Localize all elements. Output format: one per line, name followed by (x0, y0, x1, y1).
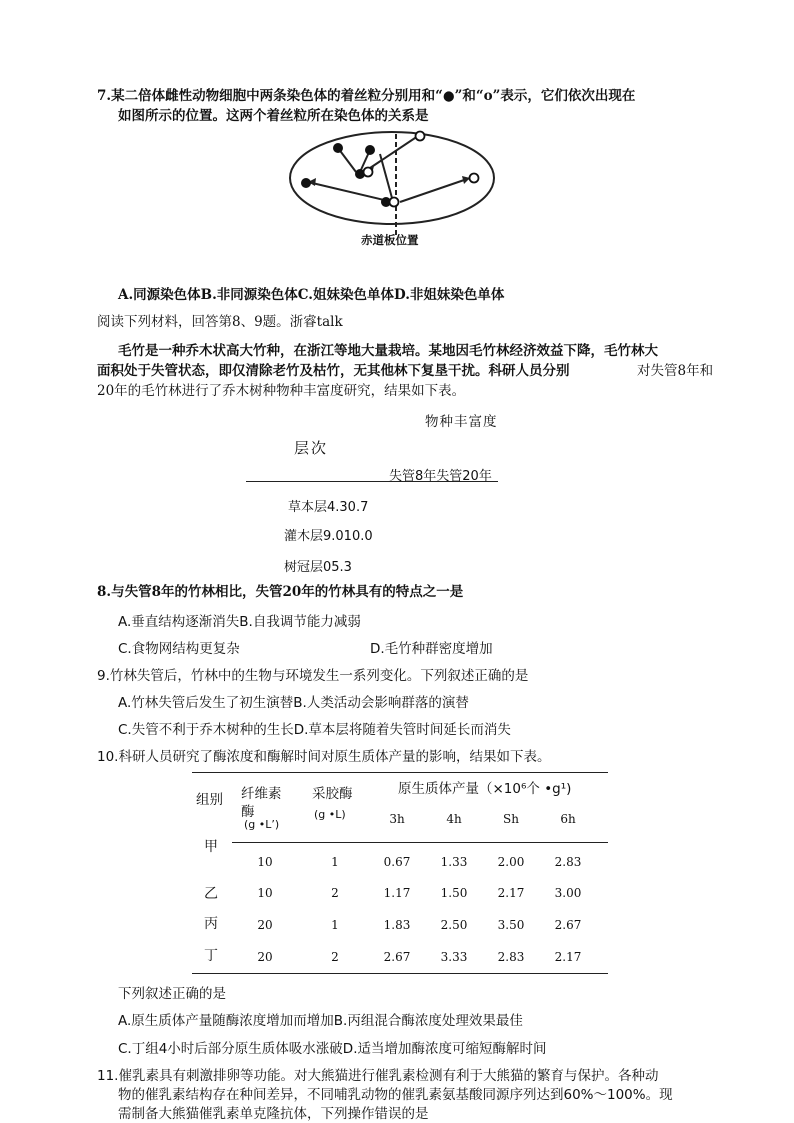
reading-para-line2b: 对失管8年和 (637, 363, 714, 379)
col-pectinase-header: 采胶酶 (312, 786, 353, 802)
hollow-centromere (364, 168, 373, 177)
filled-centromere (301, 178, 311, 188)
hollow-centromere (390, 198, 399, 207)
q8-option-c: C.食物网结构更复杂 (118, 641, 240, 657)
table-row-group: 甲 (204, 839, 218, 855)
table-cell: 3.33 (440, 950, 468, 964)
q9-options-ab: A.竹林失管后发生了初生演替B.人类活动会影响群落的演替 (118, 695, 469, 711)
reading-para-line3: 20年的毛竹林进行了乔木树种物种丰富度研究，结果如下表。 (97, 383, 466, 399)
richness-row: 草本层4.30.7 (288, 500, 369, 515)
table-cell: 20 (257, 950, 273, 964)
table-cell: 3.50 (497, 918, 525, 932)
col-cellulase-unit: (g •L’) (244, 818, 280, 831)
q11-line3: 需制备大熊猫催乳素单克隆抗体，下列操作错误的是 (118, 1106, 429, 1122)
q11-line2: 物的催乳素结构存在种间差异，不同哺乳动物的催乳素氨基酸同源序列达到60%～100%。现 (118, 1087, 673, 1103)
table-header-rule (232, 842, 608, 843)
table-bottom-rule (192, 973, 608, 974)
hollow-centromere (416, 132, 425, 141)
reading-para-line2a: 面积处于失管状态，即仅清除老竹及枯竹，无其他林下复垦干扰。科研人员分别 (97, 363, 570, 379)
time-header: 6h (560, 812, 576, 826)
q10-after: 下列叙述正确的是 (118, 986, 226, 1002)
reading-para-line1: 毛竹是一种乔木状高大竹种，在浙江等地大量栽培。某地因毛竹林经济效益下降，毛竹林大 (118, 343, 658, 359)
q9-stem: 9.竹林失管后，竹林中的生物与环境发生一系列变化。下列叙述正确的是 (97, 668, 529, 684)
col-yield-header: 原生质体产量（×10⁶个 •g¹) (398, 781, 572, 797)
table-cell: 1 (331, 855, 339, 869)
q8-options-ab: A.垂直结构逐渐消失B.自我调节能力减弱 (118, 614, 361, 630)
q9-options-cd: C.失管不利于乔木树种的生长D.草本层将随着失管时间延长而消失 (118, 722, 511, 738)
richness-header-top: 物种丰富度 (425, 414, 498, 430)
col-cellulase-header-2: 酶 (241, 804, 255, 820)
richness-row: 灌木层9.010.0 (284, 529, 373, 544)
col-pectinase-unit: (g •L) (314, 808, 346, 821)
hollow-centromere (470, 174, 479, 183)
reading-intro: 阅读下列材料，回答第8、9题。浙睿talk (97, 314, 343, 330)
equatorial-plate-label: 赤道板位置 (361, 233, 419, 247)
q10-options-ab: A.原生质体产量随酶浓度增加而增加B.丙组混合酶浓度处理效果最佳 (118, 1013, 523, 1029)
table-cell: 1.50 (440, 886, 468, 900)
table-cell: 2.00 (497, 855, 525, 869)
q10-stem: 10.科研人员研究了酶浓度和酶解时间对原生质体产量的影响，结果如下表。 (97, 749, 551, 765)
table-cell: 1.17 (383, 886, 411, 900)
richness-header-layer: 层次 (294, 439, 329, 457)
time-header: Sh (503, 812, 519, 826)
table-cell: 10 (257, 886, 273, 900)
q10-options-cd: C.丁组4小时后部分原生质体吸水涨破D.适当增加酶浓度可缩短酶解时间 (118, 1041, 547, 1057)
table-row-group: 乙 (204, 886, 218, 902)
table-cell: 2.83 (497, 950, 525, 964)
filled-centromere (365, 145, 375, 155)
table-cell: 2.67 (383, 950, 411, 964)
q7-options: A.同源染色体B.非同源染色体C.姐妹染色单体D.非姐妹染色单体 (118, 287, 505, 303)
table-cell: 3.00 (554, 886, 582, 900)
table-cell: 2.17 (554, 950, 582, 964)
time-header: 4h (446, 812, 462, 826)
q7-stem-line2: 如图所示的位置。这两个着丝粒所在染色体的关系是 (118, 108, 429, 124)
q11-line1: 11.催乳素具有刺激排卵等功能。对大熊猫进行催乳素检测有利于大熊猫的繁育与保护。各种动 (97, 1068, 659, 1084)
richness-row: 树冠层05.3 (284, 560, 352, 575)
table-cell: 2.83 (554, 855, 582, 869)
richness-header-sub: 失管8年失管20年 (389, 469, 492, 484)
col-group-header: 组别 (196, 792, 223, 808)
table-cell: 1 (331, 918, 339, 932)
table-cell: 1.83 (383, 918, 411, 932)
filled-centromere (333, 143, 343, 153)
table-top-rule (192, 772, 608, 773)
table-cell: 2.50 (440, 918, 468, 932)
q8-option-d: D.毛竹种群密度增加 (370, 641, 493, 657)
movement-arrows (308, 136, 470, 202)
table-cell: 2.67 (554, 918, 582, 932)
q8-stem: 8.与失管8年的竹林相比，失管20年的竹林具有的特点之一是 (97, 584, 464, 600)
table-cell: 10 (257, 855, 273, 869)
table-cell: 0.67 (383, 855, 411, 869)
table-row-group: 丙 (204, 916, 218, 932)
col-cellulase-header: 纤维素 (241, 786, 282, 802)
table-row-group: 丁 (204, 948, 218, 964)
table-cell: 2 (331, 886, 339, 900)
arrow-heads (308, 166, 470, 186)
table-cell: 2 (331, 950, 339, 964)
q7-stem-line1: 7.某二倍体雌性动物细胞中两条染色体的着丝粒分别用和“●”和“o”表示，它们依次出现在 (97, 88, 636, 104)
table-cell: 1.33 (440, 855, 468, 869)
table-cell: 2.17 (497, 886, 525, 900)
table-cell: 20 (257, 918, 273, 932)
time-header: 3h (389, 812, 405, 826)
